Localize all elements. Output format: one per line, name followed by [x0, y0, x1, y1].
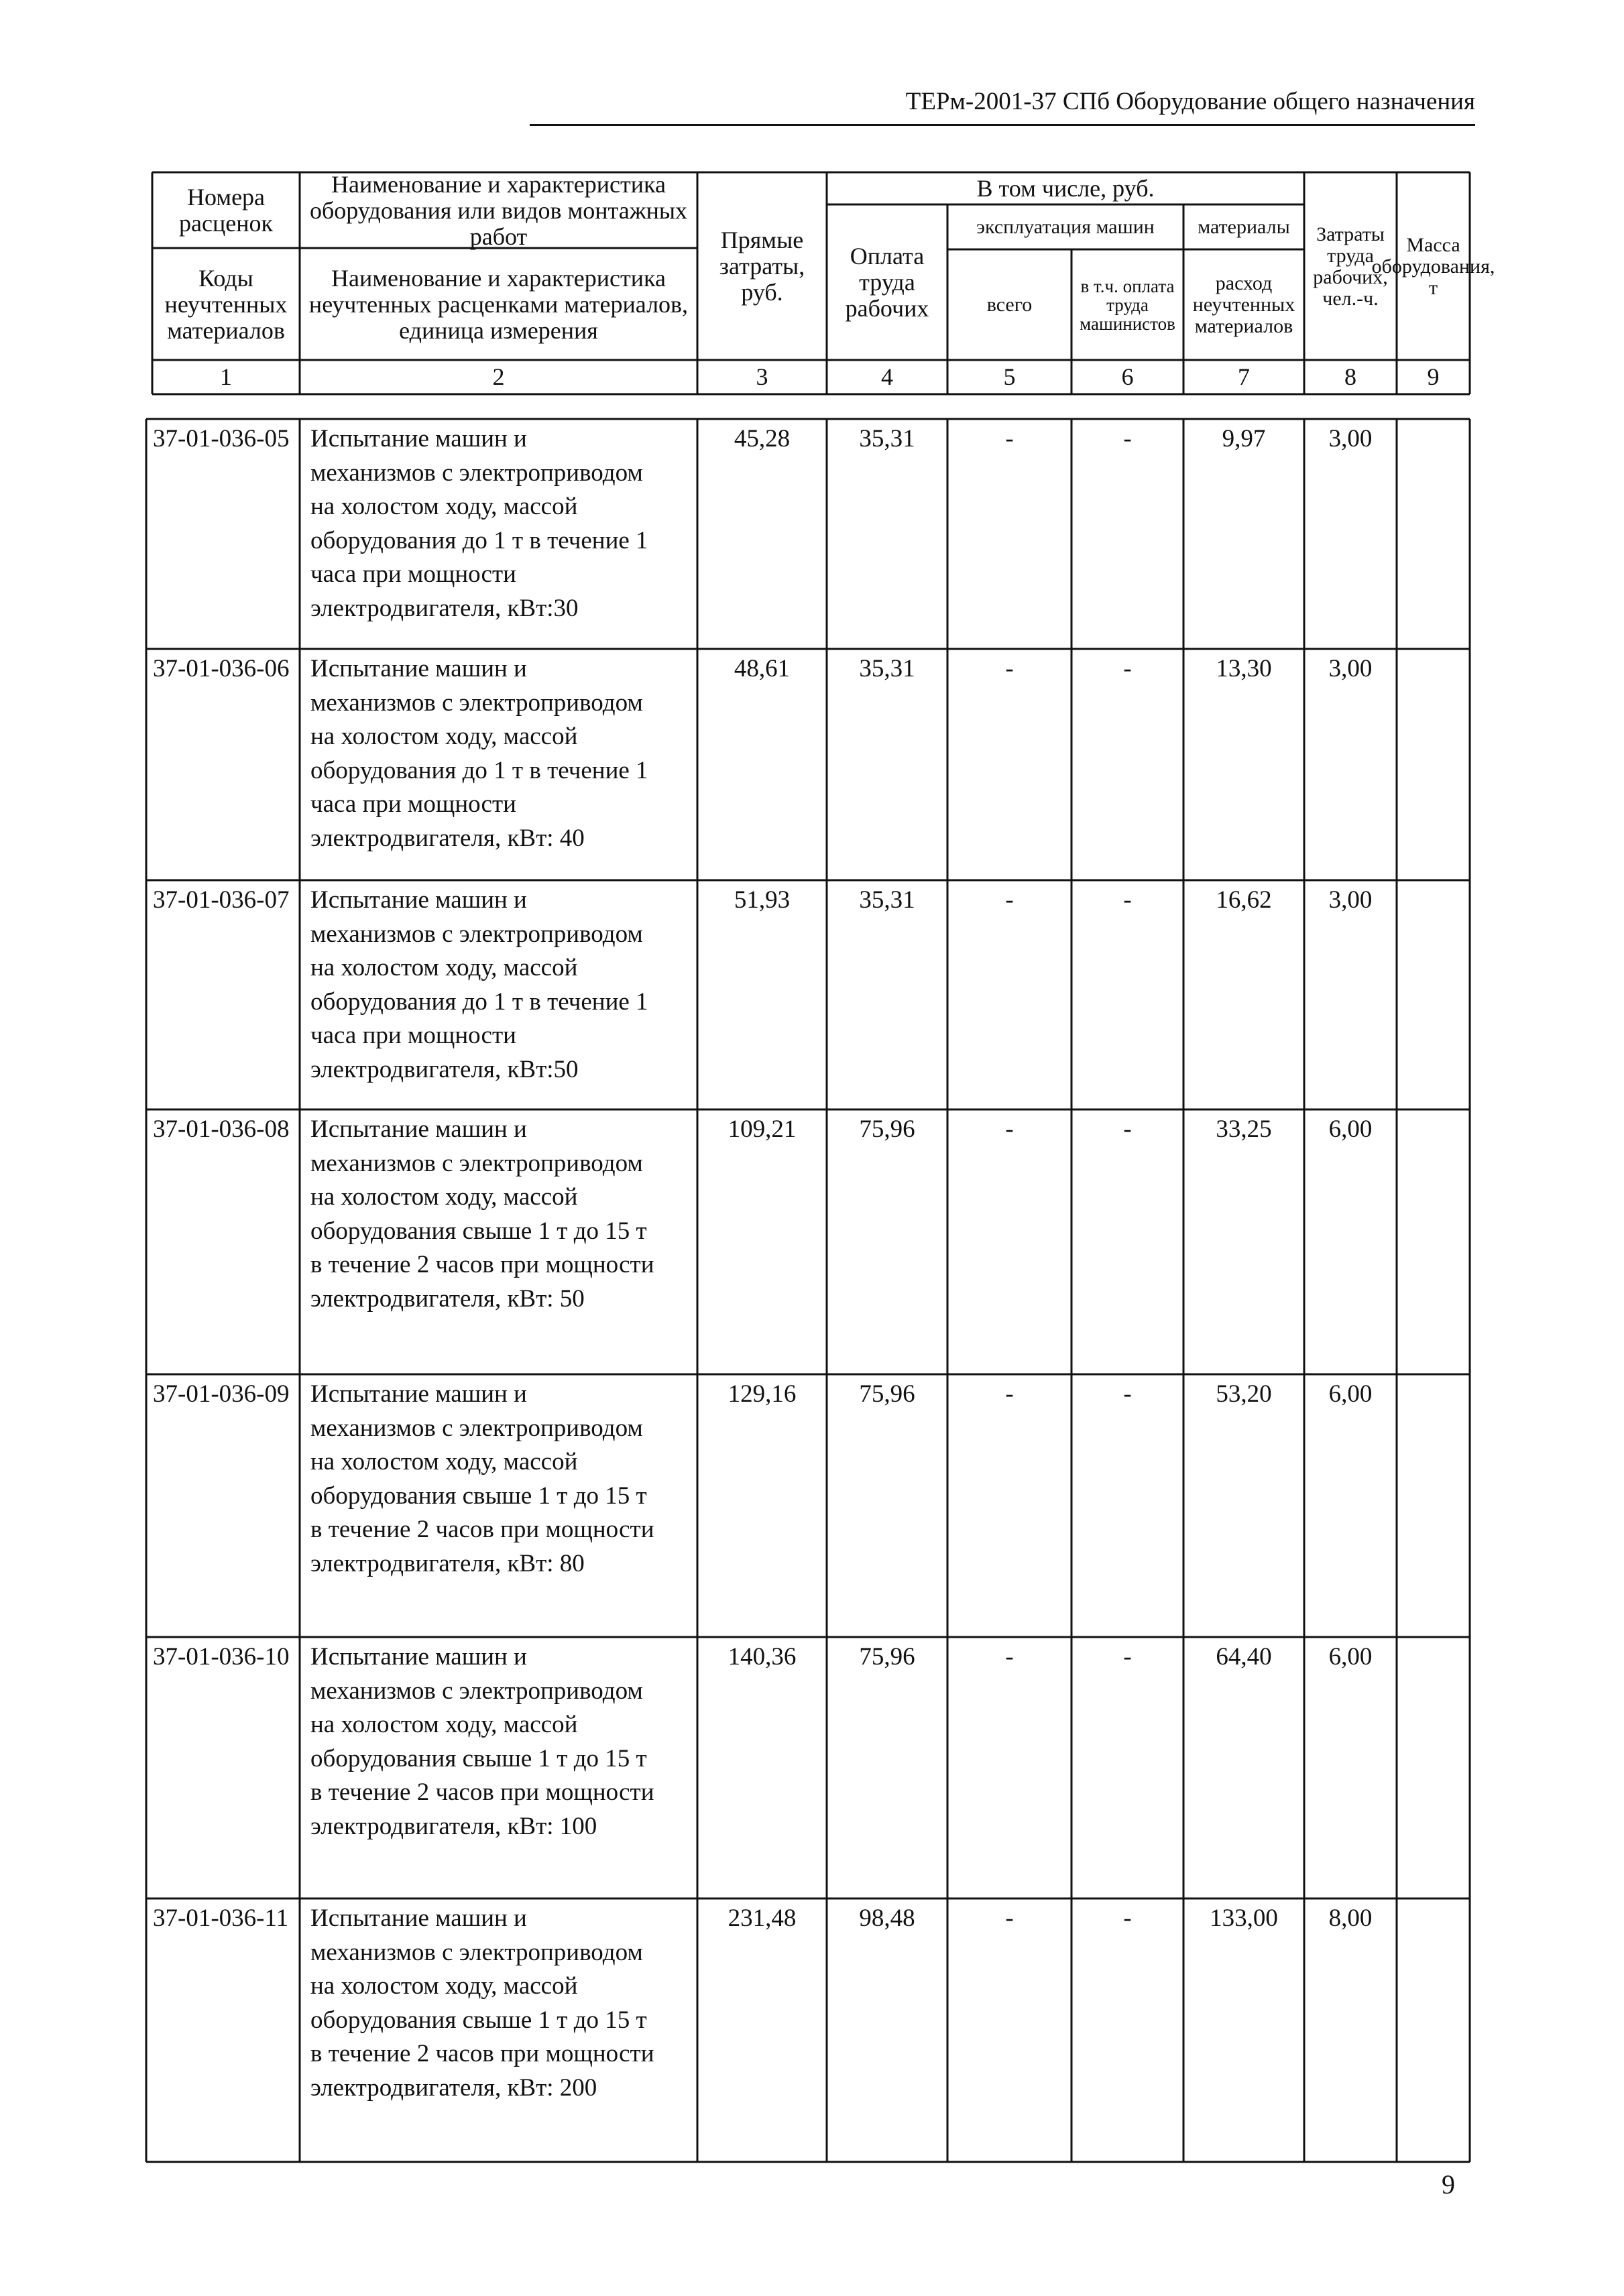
operator-pay-cell: -	[1123, 1905, 1132, 1932]
description-line: оборудования свыше 1 т до 15 т	[310, 2006, 647, 2034]
labor-hours-cell: 6,00	[1328, 1115, 1373, 1143]
column-number: 8	[1344, 363, 1356, 390]
description-line: механизмов с электроприводом	[310, 920, 643, 948]
direct-costs-cell: 109,21	[728, 1115, 797, 1143]
description-line: электродвигателя, кВт:30	[310, 594, 579, 622]
header-materials-usage: расход неучтенных материалов	[1192, 272, 1295, 337]
header-worker-pay: Оплата труда рабочих	[845, 243, 929, 322]
description-line: Испытание машин и	[310, 655, 527, 682]
worker-pay-cell: 75,96	[859, 1380, 915, 1408]
description-line: в течение 2 часов при мощности	[310, 1251, 654, 1278]
column-number: 4	[881, 363, 893, 390]
direct-costs-cell: 48,61	[734, 655, 791, 682]
operator-pay-cell: -	[1123, 655, 1132, 682]
work-description	[301, 1640, 696, 1844]
labor-hours-cell: 6,00	[1328, 1643, 1373, 1671]
description-line: оборудования до 1 т в течение 1	[310, 756, 648, 784]
direct-costs-cell: 129,16	[728, 1380, 797, 1408]
worker-pay-cell: 35,31	[859, 655, 915, 682]
machines-total-cell: -	[1005, 655, 1014, 682]
operator-pay-cell: -	[1123, 1115, 1132, 1143]
description-line: Испытание машин и	[310, 1115, 527, 1143]
description-line: Испытание машин и	[310, 425, 527, 452]
work-description	[301, 1902, 696, 2105]
description-line: в течение 2 часов при мощности	[310, 2040, 654, 2067]
description-line: Испытание машин и	[310, 1905, 527, 1932]
header-equipment-mass: Масса оборудования, т	[1371, 233, 1495, 299]
materials-cell: 33,25	[1216, 1115, 1272, 1143]
description-line: на холостом ходу, массой	[310, 954, 578, 981]
running-head: ТЕРм-2001-37 СПб Оборудование общего назначения	[530, 87, 1475, 126]
rate-code: 37-01-036-10	[153, 1643, 290, 1671]
work-description	[301, 422, 696, 625]
work-description	[301, 884, 696, 1087]
labor-hours-cell: 3,00	[1328, 655, 1373, 682]
header-machines-group: эксплуатация машин	[976, 216, 1155, 238]
worker-pay-cell: 75,96	[859, 1643, 915, 1671]
description-line: Испытание машин и	[310, 886, 527, 914]
description-line: механизмов с электроприводом	[310, 1677, 643, 1705]
machines-total-cell: -	[1005, 886, 1014, 914]
column-number: 9	[1427, 363, 1440, 390]
column-number: 2	[492, 363, 505, 390]
header-material-description: Наименование и характеристика неучтенных расценками материалов, единица измерения	[308, 264, 689, 344]
header-operator-pay: в т.ч. оплата труда машинистов	[1080, 276, 1175, 334]
description-line: оборудования до 1 т в течение 1	[310, 526, 648, 554]
description-line: на холостом ходу, массой	[310, 1448, 578, 1475]
description-line: в течение 2 часов при мощности	[310, 1778, 654, 1806]
work-description	[301, 652, 696, 855]
description-line: электродвигателя, кВт: 100	[310, 1812, 597, 1840]
column-number: 3	[756, 363, 768, 390]
materials-cell: 133,00	[1210, 1905, 1278, 1932]
description-line: механизмов с электроприводом	[310, 1414, 643, 1442]
worker-pay-cell: 35,31	[859, 886, 915, 914]
description-line: электродвигателя, кВт: 40	[310, 824, 585, 852]
direct-costs-cell: 140,36	[728, 1643, 797, 1671]
direct-costs-cell: 45,28	[734, 425, 791, 452]
column-number: 1	[220, 363, 232, 390]
description-line: Испытание машин и	[310, 1380, 527, 1408]
worker-pay-cell: 75,96	[859, 1115, 915, 1143]
labor-hours-cell: 6,00	[1328, 1380, 1373, 1408]
operator-pay-cell: -	[1123, 886, 1132, 914]
header-labor-hours: Затраты труда рабочих, чел.-ч.	[1313, 223, 1388, 310]
header-work-description: Наименование и характеристика оборудования или видов монтажных работ	[309, 170, 688, 250]
column-number: 5	[1003, 363, 1016, 390]
description-line: Испытание машин и	[310, 1643, 527, 1671]
column-number: 6	[1121, 363, 1134, 390]
description-line: механизмов с электроприводом	[310, 1938, 643, 1966]
labor-hours-cell: 8,00	[1328, 1905, 1373, 1932]
header-direct-costs: Прямые затраты, руб.	[719, 227, 805, 306]
work-description	[301, 1378, 696, 1581]
labor-hours-cell: 3,00	[1328, 886, 1373, 914]
rate-code: 37-01-036-05	[153, 425, 290, 452]
description-line: на холостом ходу, массой	[310, 1972, 578, 2000]
rate-code: 37-01-036-11	[153, 1905, 289, 1932]
materials-cell: 53,20	[1216, 1380, 1272, 1408]
description-line: на холостом ходу, массой	[310, 1711, 578, 1738]
description-line: в течение 2 часов при мощности	[310, 1516, 654, 1543]
materials-cell: 64,40	[1216, 1643, 1272, 1671]
operator-pay-cell: -	[1123, 1643, 1132, 1671]
worker-pay-cell: 98,48	[859, 1905, 915, 1932]
materials-cell: 13,30	[1216, 655, 1272, 682]
materials-cell: 16,62	[1216, 886, 1272, 914]
description-line: на холостом ходу, массой	[310, 493, 578, 520]
description-line: на холостом ходу, массой	[310, 723, 578, 750]
operator-pay-cell: -	[1123, 1380, 1132, 1408]
description-line: часа при мощности	[310, 790, 516, 818]
description-line: на холостом ходу, массой	[310, 1183, 578, 1211]
description-line: часа при мощности	[310, 1022, 516, 1049]
machines-total-cell: -	[1005, 1380, 1014, 1408]
page-number: 9	[1442, 2169, 1455, 2199]
rate-code: 37-01-036-07	[153, 886, 290, 914]
worker-pay-cell: 35,31	[859, 425, 915, 452]
description-line: механизмов с электроприводом	[310, 1149, 643, 1177]
description-line: электродвигателя, кВт: 80	[310, 1549, 585, 1577]
rate-code: 37-01-036-08	[153, 1115, 290, 1143]
description-line: оборудования свыше 1 т до 15 т	[310, 1744, 647, 1772]
machines-total-cell: -	[1005, 1115, 1014, 1143]
header-machines-total: всего	[986, 294, 1033, 316]
header-materials-group: материалы	[1198, 216, 1290, 238]
header-material-codes: Коды неучтенных материалов	[164, 264, 288, 344]
description-line: электродвигателя, кВт:50	[310, 1055, 579, 1083]
description-line: оборудования свыше 1 т до 15 т	[310, 1217, 647, 1245]
rate-code: 37-01-036-06	[153, 655, 290, 682]
description-line: оборудования свыше 1 т до 15 т	[310, 1482, 647, 1510]
machines-total-cell: -	[1005, 425, 1014, 452]
description-line: механизмов с электроприводом	[310, 459, 643, 487]
header-row-codes: Номера расценок	[179, 184, 273, 237]
description-line: электродвигателя, кВт: 50	[310, 1284, 585, 1313]
materials-cell: 9,97	[1222, 425, 1266, 452]
rate-code: 37-01-036-09	[153, 1380, 290, 1408]
header-group-title: В том числе, руб.	[976, 175, 1155, 202]
labor-hours-cell: 3,00	[1328, 425, 1373, 452]
direct-costs-cell: 51,93	[734, 886, 791, 914]
description-line: оборудования до 1 т в течение 1	[310, 987, 648, 1016]
column-number: 7	[1238, 363, 1250, 390]
operator-pay-cell: -	[1123, 425, 1132, 452]
work-description	[301, 1113, 696, 1316]
machines-total-cell: -	[1005, 1905, 1014, 1932]
machines-total-cell: -	[1005, 1643, 1014, 1671]
direct-costs-cell: 231,48	[728, 1905, 797, 1932]
description-line: механизмов с электроприводом	[310, 688, 643, 717]
description-line: электродвигателя, кВт: 200	[310, 2073, 597, 2102]
description-line: часа при мощности	[310, 560, 516, 588]
